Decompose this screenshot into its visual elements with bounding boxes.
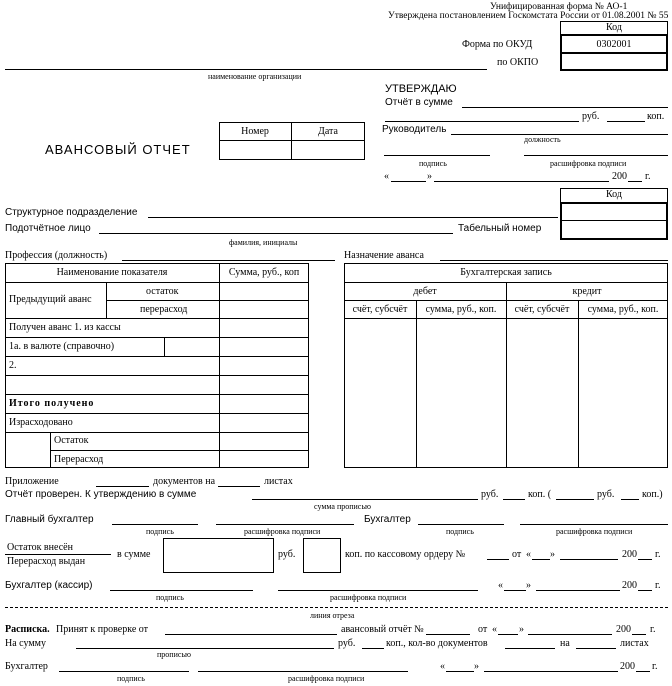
lt-row-line	[50, 450, 309, 451]
on-sum-line[interactable]	[76, 648, 334, 649]
lt-row-line	[5, 413, 309, 414]
lt-overrun: Перерасход	[54, 454, 104, 465]
number-date-divider	[219, 140, 365, 141]
position-caption: должность	[524, 135, 561, 144]
cashier-day-line[interactable]	[504, 590, 526, 591]
report-sum-line2[interactable]	[385, 121, 579, 122]
on-sum-kop-line[interactable]	[362, 648, 384, 649]
lt-row-line	[5, 356, 309, 357]
cashier-sign-caption: подпись	[156, 593, 184, 602]
chief-decoding-caption: расшифровка подписи	[244, 527, 321, 536]
receipt-month-line[interactable]	[528, 634, 612, 635]
report-no-line[interactable]	[426, 634, 470, 635]
accountant-sign-caption: подпись	[446, 527, 474, 536]
approve-kop-line[interactable]	[607, 121, 645, 122]
receipt-g: г.	[650, 624, 656, 635]
cashier-decoding-caption: расшифровка подписи	[330, 593, 407, 602]
docs-count-line[interactable]	[505, 648, 555, 649]
order-g: г.	[655, 549, 661, 560]
lt-remainder-divider	[50, 432, 51, 468]
approve-title: УТВЕРЖДАЮ	[385, 83, 457, 95]
head-signature-line[interactable]	[384, 155, 490, 156]
purpose-line[interactable]	[440, 260, 668, 261]
receipt2-quote-open: «	[440, 661, 445, 672]
checked-rub: руб.	[481, 489, 499, 500]
approve-year-line[interactable]	[628, 181, 642, 182]
receipt2-year-line[interactable]	[636, 671, 650, 672]
head-signature-caption: подпись	[419, 159, 447, 168]
lt-balance: остаток	[146, 286, 179, 297]
on-sum-label: На сумму	[5, 638, 46, 649]
checked-rub2-line[interactable]	[556, 499, 594, 500]
on-sum-rub: руб.	[338, 638, 356, 649]
lt-overspent: перерасход	[140, 304, 188, 315]
receipt-decoding-line[interactable]	[198, 671, 408, 672]
person-code-divider	[560, 220, 668, 221]
cashier-month-line[interactable]	[536, 590, 620, 591]
lt-row-line	[5, 318, 309, 319]
okpo-label: по ОКПО	[497, 57, 539, 68]
appendix-count-line[interactable]	[96, 486, 149, 487]
rem-rub: руб.	[278, 549, 296, 560]
appendix-sheets-line[interactable]	[218, 486, 260, 487]
receipt-year: 200	[616, 624, 631, 635]
okpo-code-cell[interactable]	[560, 53, 668, 71]
rem-rub-box[interactable]	[163, 538, 274, 573]
report-sum-label: Отчёт в сумме	[385, 97, 453, 108]
in-words-caption: прописью	[157, 650, 192, 659]
head-decoding-caption: расшифровка подписи	[550, 159, 627, 168]
report-title: АВАНСОВЫЙ ОТЧЕТ	[45, 142, 191, 157]
cashier-year: 200	[622, 580, 637, 591]
lt-total-received: Итого получено	[9, 398, 95, 409]
lt-col-name: Наименование показателя	[56, 267, 168, 278]
lt-row-line	[5, 282, 309, 283]
org-caption: наименование организации	[208, 72, 302, 81]
person-code-cell[interactable]	[560, 202, 668, 240]
rt-debit-col-divider	[416, 300, 417, 468]
okud-code: 0302001	[596, 39, 632, 50]
checked-kop-line[interactable]	[503, 499, 525, 500]
on-label: на	[560, 638, 570, 649]
kop-docs-label: коп., кол-во документов	[386, 638, 488, 649]
checked-sum-line[interactable]	[252, 499, 478, 500]
rt-credit-account: счёт, субсчёт	[514, 304, 570, 315]
lt-prev-advance-divider	[106, 282, 107, 318]
remainder-divider	[5, 554, 111, 555]
receipt-year-line[interactable]	[632, 634, 646, 635]
chief-decoding-line[interactable]	[216, 524, 354, 525]
lt-currency: 1а. в валюте (справочно)	[9, 341, 115, 352]
approve-month-line[interactable]	[434, 181, 609, 182]
department-label: Структурное подразделение	[5, 207, 138, 218]
checked-kop-paren: коп. (	[528, 489, 552, 500]
head-decoding-line[interactable]	[524, 155, 668, 156]
cut-line-caption: линия отреза	[310, 611, 355, 620]
cashier-g: г.	[655, 580, 661, 591]
department-line[interactable]	[148, 217, 558, 218]
accountant-decoding-line[interactable]	[520, 524, 668, 525]
order-year: 200	[622, 549, 637, 560]
lt-received: Получен аванс 1. из кассы	[9, 322, 121, 333]
okud-label: Форма по ОКУД	[462, 39, 533, 50]
head-label: Руководитель	[382, 124, 447, 135]
lt-row-line	[106, 300, 309, 301]
receipt-from: от	[478, 624, 488, 635]
receipt-quote-open: «	[492, 624, 497, 635]
lt-row-line	[5, 394, 309, 395]
overrun-issued-label: Перерасход выдан	[7, 556, 86, 567]
accountable-label: Подотчётное лицо	[5, 223, 91, 234]
approved-label: Утверждена постановлением Госкомстата России от 01.08.2001 № 55	[388, 11, 669, 21]
purpose-label: Назначение аванса	[344, 250, 424, 261]
receipt-sign-line[interactable]	[59, 671, 189, 672]
checked-rub2: руб.	[597, 489, 615, 500]
advance-report-no: авансовый отчёт №	[341, 624, 424, 635]
approve-g: г.	[645, 171, 651, 182]
cashier-quote-open: «	[498, 580, 503, 591]
approve-year: 200	[612, 171, 627, 182]
lt-remainder: Остаток	[54, 435, 89, 446]
order-from: от	[512, 549, 522, 560]
approve-quote-close: »	[427, 171, 432, 182]
rt-credit: кредит	[572, 286, 602, 297]
rem-kop-box[interactable]	[303, 538, 341, 573]
receipt2-quote-close: »	[474, 661, 479, 672]
approve-kop: коп.	[647, 111, 665, 122]
profession-line[interactable]	[122, 260, 335, 261]
cashier-quote-close: »	[526, 580, 531, 591]
receipt-sign-caption: подпись	[117, 674, 145, 683]
receipt2-year: 200	[620, 661, 635, 672]
cashier-decoding-line[interactable]	[278, 590, 478, 591]
approve-day-line[interactable]	[391, 181, 426, 182]
receipt-day-line[interactable]	[498, 634, 518, 635]
approve-quote-open: «	[384, 171, 389, 182]
receipt2-g: г.	[652, 661, 658, 672]
sheets-label: листах	[264, 476, 293, 487]
receipt-decoding-caption: расшифровка подписи	[288, 674, 365, 683]
approve-rub: руб.	[582, 111, 600, 122]
cashier-label: Бухгалтер (кассир)	[5, 580, 93, 591]
accountant-decoding-caption: расшифровка подписи	[556, 527, 633, 536]
lt-currency-divider	[164, 337, 165, 356]
order-day-line[interactable]	[532, 559, 550, 560]
org-name-line[interactable]	[5, 69, 487, 70]
receipt-sheets: листах	[620, 638, 649, 649]
rt-header: Бухгалтерская запись	[460, 267, 552, 278]
accountable-line[interactable]	[99, 233, 453, 234]
lt-spent: Израсходовано	[9, 417, 73, 428]
rt-credit-sum: сумма, руб., коп.	[587, 304, 659, 315]
date-label: Дата	[318, 126, 338, 137]
remainder-deposited-label: Остаток внесён	[7, 542, 73, 553]
order-quote-open: «	[526, 549, 531, 560]
code-label: Код	[606, 22, 622, 33]
chief-accountant-label: Главный бухгалтер	[5, 514, 94, 525]
kop-order-label: коп. по кассовому ордеру №	[345, 549, 466, 560]
accountant-sign-line[interactable]	[418, 524, 504, 525]
appendix-label: Приложение	[5, 476, 59, 487]
checked-label: Отчёт проверен. К утверждению в сумме	[5, 489, 197, 500]
report-sum-line[interactable]	[462, 107, 668, 108]
chief-sign-line[interactable]	[112, 524, 198, 525]
checked-kop-end: коп.)	[642, 489, 663, 500]
docs-on-label: документов на	[153, 476, 216, 487]
rt-debit-account: счёт, субсчёт	[352, 304, 408, 315]
cashier-year-line[interactable]	[638, 590, 652, 591]
rt-debit: дебет	[413, 286, 437, 297]
order-number-line[interactable]	[487, 559, 509, 560]
receipt-text: Принят к проверке от	[56, 624, 148, 635]
receipt2-month-line[interactable]	[484, 671, 618, 672]
lt-row2: 2.	[9, 360, 17, 371]
number-label: Номер	[241, 126, 269, 137]
receipt2-day-line[interactable]	[446, 671, 474, 672]
lt-prev-advance: Предыдущий аванс	[9, 294, 92, 305]
order-month-line[interactable]	[560, 559, 618, 560]
lt-row-line	[5, 337, 309, 338]
person-code-label: Код	[606, 189, 622, 200]
order-year-line[interactable]	[638, 559, 652, 560]
left-table-sum-col	[219, 263, 220, 468]
receipt-sheets-line[interactable]	[576, 648, 616, 649]
fio-caption: фамилия, инициалы	[229, 238, 298, 247]
profession-label: Профессия (должность)	[5, 250, 108, 261]
receipt-bold: Расписка.	[5, 624, 50, 635]
receipt-from-line[interactable]	[165, 634, 337, 635]
accountant-label: Бухгалтер	[364, 514, 411, 525]
lt-row-line	[5, 375, 309, 376]
checked-kop2-line[interactable]	[621, 499, 639, 500]
in-sum-label: в сумме	[117, 549, 151, 560]
receipt-quote-close: »	[519, 624, 524, 635]
lt-col-sum: Сумма, руб., коп	[228, 267, 300, 278]
order-quote-close: »	[550, 549, 555, 560]
rt-debit-sum: сумма, руб., коп.	[425, 304, 497, 315]
cashier-sign-line[interactable]	[110, 590, 253, 591]
receipt-accountant-label: Бухгалтер	[5, 661, 48, 672]
cut-line	[5, 607, 668, 608]
sum-words-caption: сумма прописью	[314, 502, 371, 511]
rt-credit-col-divider	[578, 300, 579, 468]
chief-sign-caption: подпись	[146, 527, 174, 536]
tab-number-label: Табельный номер	[458, 223, 542, 234]
unified-form-label: Унифицированная форма № АО-1	[490, 2, 628, 12]
